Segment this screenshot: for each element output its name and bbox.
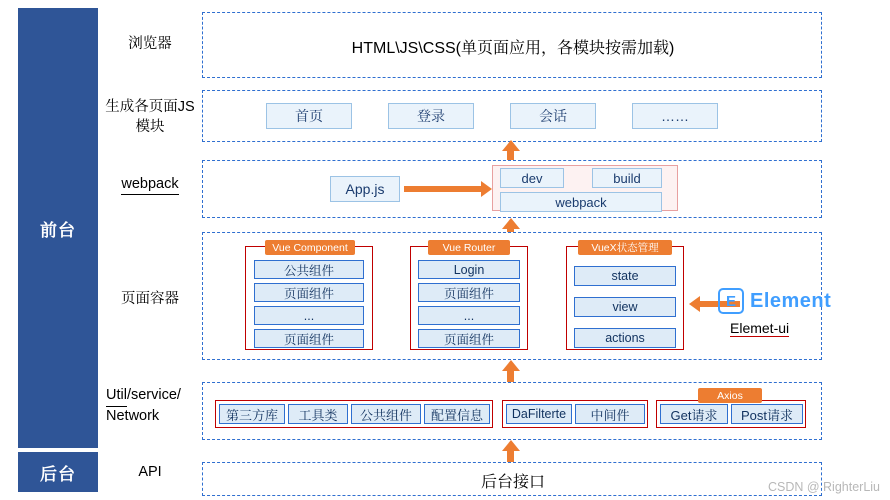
app-js-box[interactable]: App.js [330, 176, 400, 202]
arrow-up-webpack-to-modules [502, 140, 520, 151]
network-item-third-party[interactable]: 第三方库 [219, 404, 285, 424]
element-logo-word: Element [750, 289, 832, 312]
network-item-dafilterte[interactable]: DaFilterte [506, 404, 572, 424]
axios-header: Axios [698, 388, 762, 403]
arrow-left-element-to-vuex [689, 296, 700, 312]
module-item-home[interactable]: 首页 [266, 103, 352, 129]
vue-router-header: Vue Router [428, 240, 510, 255]
vue-router-item-2[interactable]: ... [418, 306, 520, 325]
vue-component-item-0[interactable]: 公共组件 [254, 260, 364, 279]
browser-row-box [202, 12, 822, 78]
network-item-config[interactable]: 配置信息 [424, 404, 490, 424]
network-item-tools[interactable]: 工具类 [288, 404, 348, 424]
browser-row-text: HTML\JS\CSS(单页面应用，各模块按需加载) [351, 39, 675, 57]
element-ui-caption: Elemet-ui [730, 320, 790, 336]
row-label-service: /service/ [126, 387, 181, 404]
row-label-page-container: 页面容器 [121, 291, 179, 308]
arrow-right-appjs-to-webpack [481, 181, 492, 197]
row-label-webpack [100, 165, 200, 205]
module-item-login[interactable]: 登录 [388, 103, 474, 129]
row-label-network: Network [106, 407, 160, 424]
webpack-build-command[interactable]: build [592, 168, 662, 188]
arrow-up-network-to-container [502, 360, 520, 371]
webpack-dev-command[interactable]: dev [500, 168, 564, 188]
row-label-util-service-network [100, 378, 204, 434]
row-label-api: API [138, 464, 162, 481]
vuex-item-view[interactable]: view [574, 297, 676, 317]
watermark: CSDN @ RighterLiu [767, 480, 880, 494]
vuex-header: VueX状态管理 [578, 240, 672, 255]
row-label-page-js-modules [100, 92, 200, 144]
vue-router-item-3[interactable]: 页面组件 [418, 329, 520, 348]
vue-router-item-0[interactable]: Login [418, 260, 520, 279]
network-item-middleware[interactable]: 中间件 [575, 404, 645, 424]
vue-component-header: Vue Component [265, 240, 355, 255]
vue-component-item-2[interactable]: ... [254, 306, 364, 325]
row-label-webpack-text: webpack [121, 175, 178, 196]
arrow-stem-appjs-to-webpack [404, 186, 482, 192]
element-ui-logo [718, 288, 831, 314]
row-label-browser: 浏览器 [128, 36, 172, 53]
element-logo-icon: E [718, 288, 744, 314]
api-row-text: 后台接口 [480, 473, 545, 491]
webpack-label-box[interactable]: webpack [500, 192, 662, 212]
vue-component-item-3[interactable]: 页面组件 [254, 329, 364, 348]
network-item-common-components[interactable]: 公共组件 [351, 404, 421, 424]
api-row-box [202, 462, 822, 496]
module-item-session[interactable]: 会话 [510, 103, 596, 129]
vue-router-item-1[interactable]: 页面组件 [418, 283, 520, 302]
arrow-up-container-to-webpack [502, 218, 520, 229]
row-label-page-js-modules-text: 生成各页面JS模块 [105, 99, 195, 135]
sidebar-back-label: 后台 [18, 452, 98, 492]
vue-component-item-1[interactable]: 页面组件 [254, 283, 364, 302]
row-label-util: Util [106, 386, 127, 407]
module-item-more[interactable]: …… [632, 103, 718, 129]
network-item-get-request[interactable]: Get请求 [660, 404, 728, 424]
sidebar-front-label: 前台 [18, 8, 98, 448]
network-item-post-request[interactable]: Post请求 [731, 404, 803, 424]
arrow-up-api-to-network [502, 440, 520, 451]
vuex-item-actions[interactable]: actions [574, 328, 676, 348]
vuex-item-state[interactable]: state [574, 266, 676, 286]
